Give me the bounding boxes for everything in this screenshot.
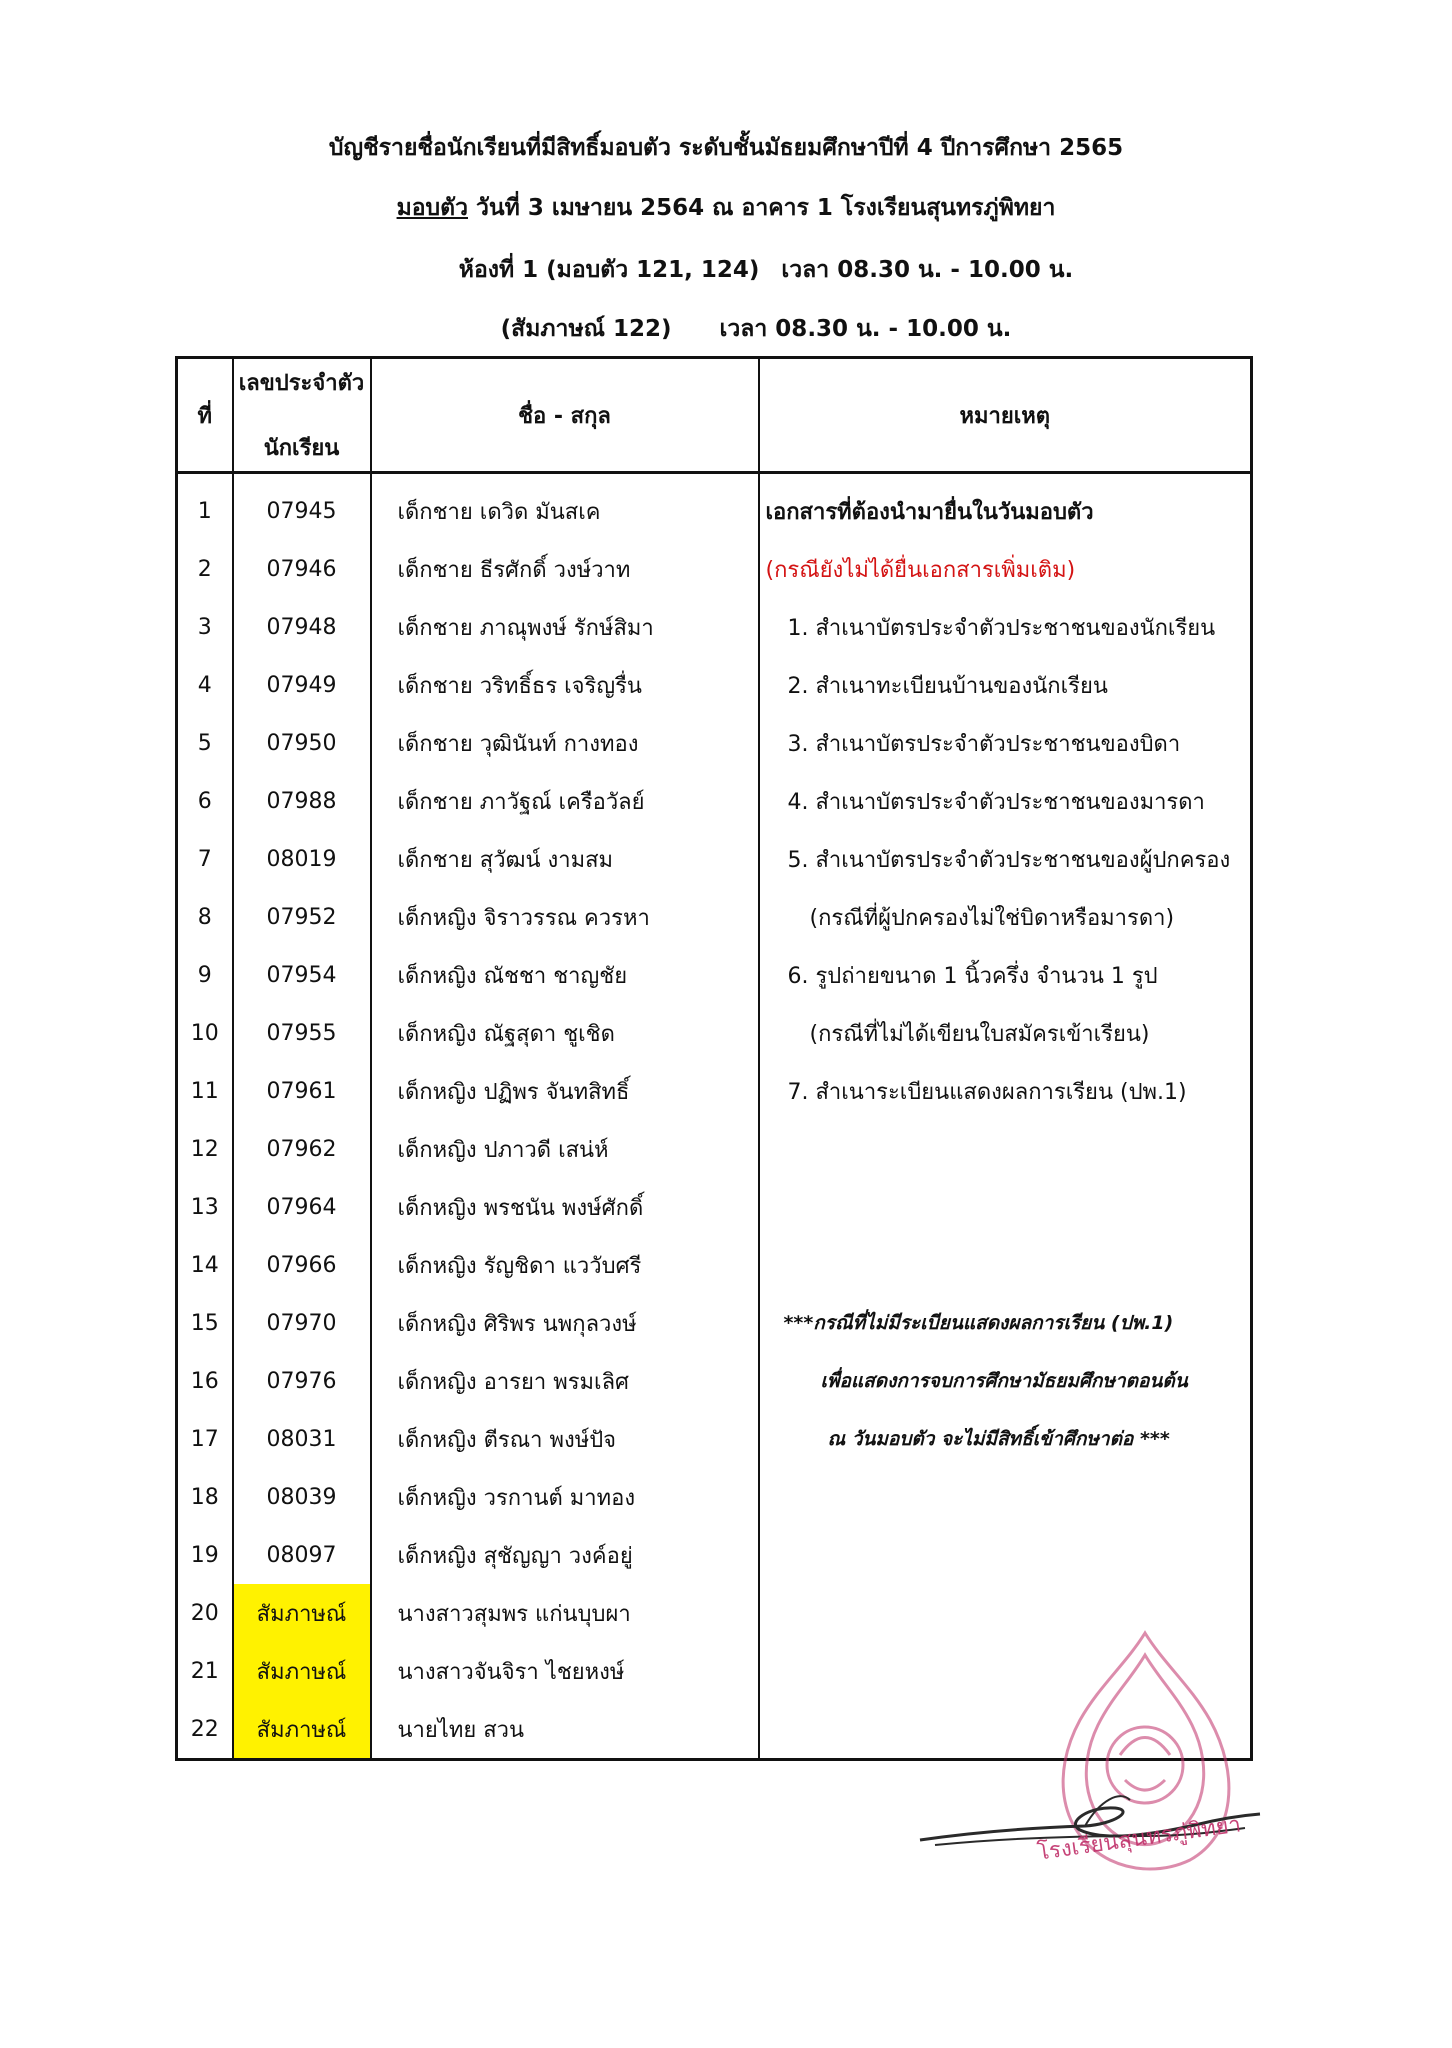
- remark-cell: [759, 1294, 1252, 1352]
- col-header-note: หมายเหตุ: [759, 358, 1252, 473]
- remark-line: 2. สำเนาทะเบียนบ้านของนักเรียน: [787, 673, 1108, 699]
- table-row: [177, 1178, 1252, 1236]
- student-id: 07976: [233, 1352, 371, 1410]
- student-name: นางสาวจันจิรา ไชยหงษ์: [371, 1642, 759, 1700]
- student-id: 07955: [233, 1004, 371, 1062]
- student-id: สัมภาษณ์: [233, 1700, 371, 1760]
- student-name: เด็กชาย เดวิด มันสเค: [371, 473, 759, 541]
- remark-cell: [759, 1120, 1252, 1178]
- student-name: เด็กหญิง รัญชิดา แววับศรี: [371, 1236, 759, 1294]
- col-header-id-line1: เลขประจำตัว: [238, 371, 365, 396]
- student-id: 07962: [233, 1120, 371, 1178]
- row-number: 8: [177, 888, 233, 946]
- document-title: บัญชีรายชื่อนักเรียนที่มีสิทธิ์มอบตัว ระดับชั้นมัธยมศึกษาปีที่ 4 ปีการศึกษา 2565: [328, 135, 1124, 161]
- remark-line: (กรณียังไม่ได้ยื่นเอกสารเพิ่มเติม): [765, 557, 1076, 583]
- student-id: 08019: [233, 830, 371, 888]
- room-info: ห้องที่ 1 (มอบตัว 121, 124): [458, 257, 760, 283]
- remark-cell: [759, 1468, 1252, 1526]
- row-number: 22: [177, 1700, 233, 1760]
- student-name: เด็กหญิง ตีรณา พงษ์ปัจ: [371, 1410, 759, 1468]
- student-id: 07950: [233, 714, 371, 772]
- remark-cell: [759, 473, 1252, 541]
- student-id: 07946: [233, 540, 371, 598]
- remark-cell: [759, 1178, 1252, 1236]
- table-row: [177, 1294, 1252, 1352]
- remark-cell: [759, 1352, 1252, 1410]
- registration-date-line: [0, 190, 1452, 226]
- student-id: 07966: [233, 1236, 371, 1294]
- student-name: เด็กหญิง ปฏิพร จันทสิทธิ์: [371, 1062, 759, 1120]
- table-row: [177, 656, 1252, 714]
- remark-cell: [759, 1410, 1252, 1468]
- table-row: [177, 714, 1252, 772]
- student-id: 07954: [233, 946, 371, 1004]
- col-header-id-line2: นักเรียน: [263, 436, 340, 461]
- remark-cell: [759, 714, 1252, 772]
- remark-cell: [759, 946, 1252, 1004]
- remark-line: 7. สำเนาระเบียนแสดงผลการเรียน (ปพ.1): [787, 1079, 1187, 1105]
- remark-line: 6. รูปถ่ายขนาด 1 นิ้วครึ่ง จำนวน 1 รูป: [787, 963, 1158, 989]
- student-id: 07961: [233, 1062, 371, 1120]
- table-row: [177, 1526, 1252, 1584]
- student-roster-table: [175, 356, 1253, 1761]
- remark-line: 5. สำเนาบัตรประจำตัวประชาชนของผู้ปกครอง: [787, 847, 1231, 873]
- interview-room: (สัมภาษณ์ 122): [500, 316, 672, 342]
- col-header-no: ที่: [177, 358, 233, 473]
- row-number: 4: [177, 656, 233, 714]
- student-id: 07964: [233, 1178, 371, 1236]
- row-number: 2: [177, 540, 233, 598]
- student-name: เด็กชาย ภาวัฐณ์ เครือวัลย์: [371, 772, 759, 830]
- student-id: 07945: [233, 473, 371, 541]
- table-row: [177, 598, 1252, 656]
- student-name: เด็กชาย วริทธิ์ธร เจริญรื่น: [371, 656, 759, 714]
- table-row: [177, 1120, 1252, 1178]
- table-row: [177, 1410, 1252, 1468]
- table-row: [177, 946, 1252, 1004]
- student-id: 08039: [233, 1468, 371, 1526]
- table-row: [177, 473, 1252, 541]
- student-id: 08097: [233, 1526, 371, 1584]
- row-number: 12: [177, 1120, 233, 1178]
- remark-line: 3. สำเนาบัตรประจำตัวประชาชนของบิดา: [787, 731, 1181, 757]
- room-time: เวลา 08.30 น. - 10.00 น.: [781, 257, 1074, 283]
- table-row: [177, 540, 1252, 598]
- student-id: สัมภาษณ์: [233, 1642, 371, 1700]
- student-name: เด็กชาย ธีรศักดิ์ วงษ์วาท: [371, 540, 759, 598]
- remark-line: เอกสารที่ต้องนำมายื่นในวันมอบตัว: [765, 499, 1094, 525]
- interview-schedule-line: [30, 311, 1452, 347]
- row-number: 19: [177, 1526, 233, 1584]
- student-name: เด็กหญิง จิราวรรณ ควรหา: [371, 888, 759, 946]
- row-number: 9: [177, 946, 233, 1004]
- table-row: [177, 888, 1252, 946]
- row-number: 5: [177, 714, 233, 772]
- table-header-row: [177, 358, 1252, 473]
- table-row: [177, 1004, 1252, 1062]
- student-id: 07952: [233, 888, 371, 946]
- row-number: 3: [177, 598, 233, 656]
- student-name: เด็กหญิง ณัชชา ชาญชัย: [371, 946, 759, 1004]
- student-name: เด็กหญิง ณัฐสุดา ชูเชิด: [371, 1004, 759, 1062]
- student-name: เด็กหญิง อารยา พรมเลิศ: [371, 1352, 759, 1410]
- remark-line: ณ วันมอบตัว จะไม่มีสิทธิ์เข้าศึกษาต่อ ***: [827, 1428, 1170, 1450]
- student-name: เด็กหญิง ปภาวดี เสน่ห์: [371, 1120, 759, 1178]
- student-name: เด็กชาย สุวัฒน์ งามสม: [371, 830, 759, 888]
- student-name: เด็กชาย วุฒินันท์ กางทอง: [371, 714, 759, 772]
- row-number: 13: [177, 1178, 233, 1236]
- student-name: นายไทย สวน: [371, 1700, 759, 1760]
- student-id: สัมภาษณ์: [233, 1584, 371, 1642]
- student-name: นางสาวสุมพร แก่นบุบผา: [371, 1584, 759, 1642]
- remark-line: (กรณีที่ไม่ได้เขียนใบสมัครเข้าเรียน): [809, 1021, 1150, 1047]
- row-number: 16: [177, 1352, 233, 1410]
- student-id: 08031: [233, 1410, 371, 1468]
- row-number: 17: [177, 1410, 233, 1468]
- col-header-name: ชื่อ - สกุล: [371, 358, 759, 473]
- student-name: เด็กหญิง วรกานต์ มาทอง: [371, 1468, 759, 1526]
- remark-cell: [759, 598, 1252, 656]
- room-schedule-line: [40, 252, 1452, 288]
- table-row: [177, 1062, 1252, 1120]
- remark-cell: [759, 540, 1252, 598]
- table-row: [177, 1352, 1252, 1410]
- remark-line: เพื่อแสดงการจบการศึกษามัธยมศึกษาตอนต้น: [820, 1370, 1188, 1392]
- remark-cell: [759, 772, 1252, 830]
- col-header-id: [233, 358, 371, 473]
- remark-line: (กรณีที่ผู้ปกครองไม่ใช่บิดาหรือมารดา): [809, 905, 1175, 931]
- student-name: เด็กหญิง ศิริพร นพกุลวงษ์: [371, 1294, 759, 1352]
- row-number: 18: [177, 1468, 233, 1526]
- table-row: [177, 1468, 1252, 1526]
- remark-cell: [759, 888, 1252, 946]
- remark-cell: [759, 656, 1252, 714]
- student-name: เด็กหญิง พรชนัน พงษ์ศักดิ์: [371, 1178, 759, 1236]
- remark-cell: [759, 830, 1252, 888]
- row-number: 11: [177, 1062, 233, 1120]
- row-number: 15: [177, 1294, 233, 1352]
- row-number: 21: [177, 1642, 233, 1700]
- remark-line: 1. สำเนาบัตรประจำตัวประชาชนของนักเรียน: [787, 615, 1216, 641]
- interview-time: เวลา 08.30 น. - 10.00 น.: [719, 316, 1012, 342]
- row-number: 7: [177, 830, 233, 888]
- student-id: 07988: [233, 772, 371, 830]
- remark-line: 4. สำเนาบัตรประจำตัวประชาชนของมารดา: [787, 789, 1205, 815]
- student-id: 07949: [233, 656, 371, 714]
- table-row: [177, 772, 1252, 830]
- table-row: [177, 830, 1252, 888]
- remark-cell: [759, 1004, 1252, 1062]
- remark-cell: [759, 1236, 1252, 1294]
- remark-cell: [759, 1526, 1252, 1584]
- registration-details: วันที่ 3 เมษายน 2564 ณ อาคาร 1 โรงเรียนสุนทรภู่พิทยา: [476, 195, 1056, 221]
- row-number: 14: [177, 1236, 233, 1294]
- seal-caption: โรงเรียนสุนทรภู่พิทยา: [1035, 1812, 1243, 1866]
- row-number: 10: [177, 1004, 233, 1062]
- student-name: เด็กชาย ภาณุพงษ์ รักษ์สิมา: [371, 598, 759, 656]
- remark-cell: [759, 1062, 1252, 1120]
- row-number: 20: [177, 1584, 233, 1642]
- registration-label: มอบตัว: [396, 195, 468, 221]
- student-id: 07970: [233, 1294, 371, 1352]
- table-row: [177, 1236, 1252, 1294]
- row-number: 6: [177, 772, 233, 830]
- row-number: 1: [177, 473, 233, 541]
- student-name: เด็กหญิง สุชัญญา วงค์อยู่: [371, 1526, 759, 1584]
- remark-line: ***กรณีที่ไม่มีระเบียนแสดงผลการเรียน (ปพ.1): [783, 1312, 1174, 1334]
- student-id: 07948: [233, 598, 371, 656]
